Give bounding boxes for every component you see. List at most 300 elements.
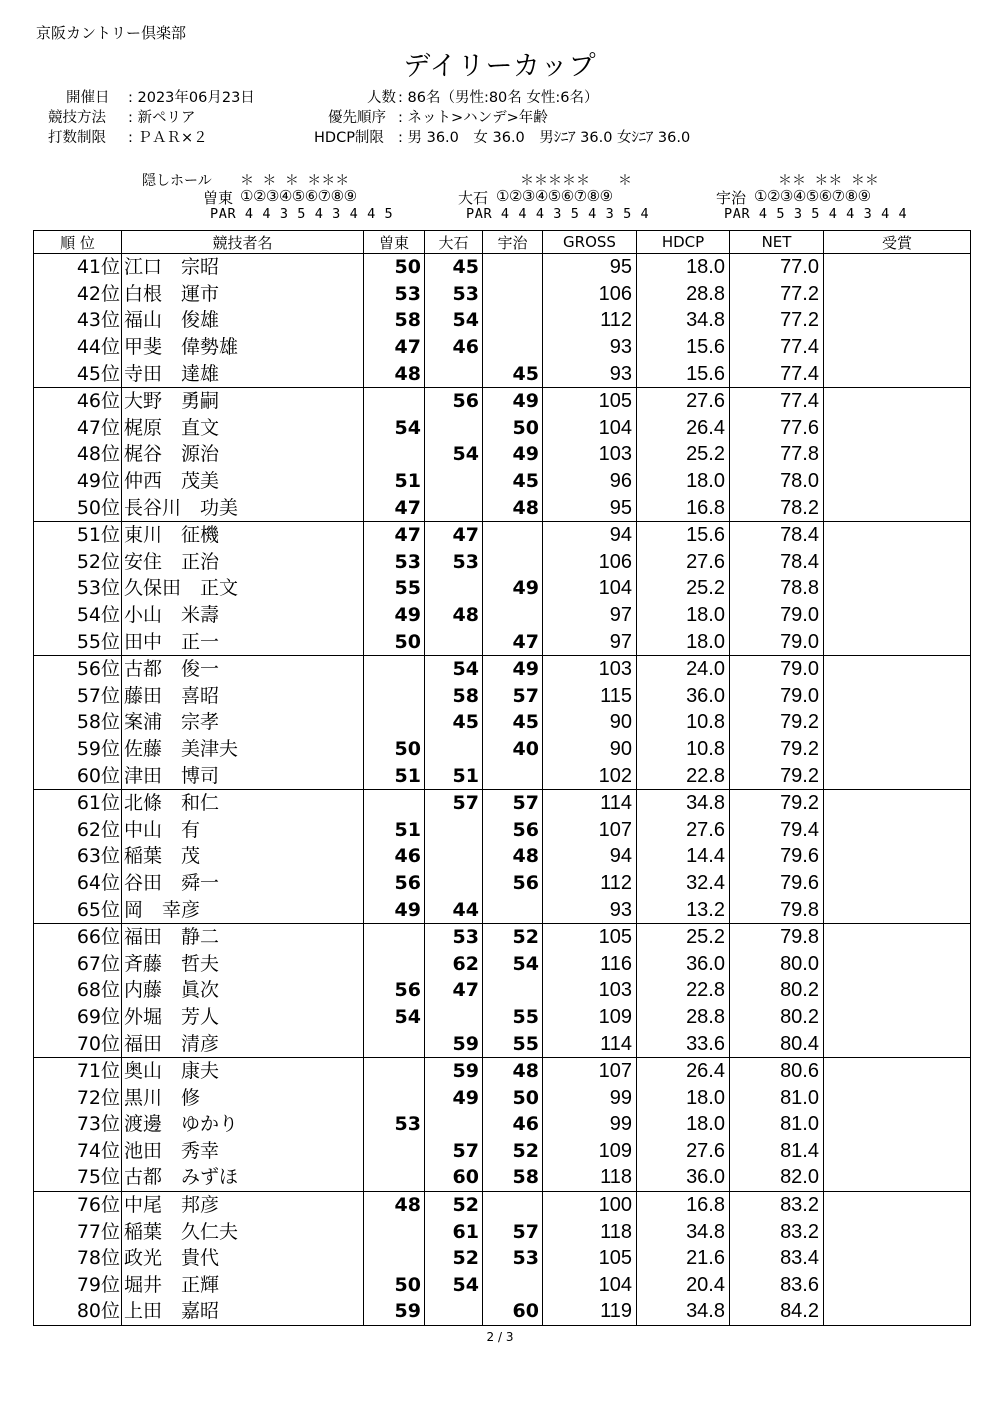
net-cell: 80.4 — [730, 1030, 824, 1057]
sotou-score-cell: 48 — [364, 1191, 425, 1218]
table-row — [34, 1298, 971, 1325]
hdcp-cell: 28.8 — [637, 281, 730, 308]
player-name-cell: 江口 宗昭 — [122, 254, 364, 281]
gross-cell: 112 — [543, 870, 637, 897]
table-row — [34, 360, 971, 387]
sotou-score-cell — [364, 1218, 425, 1245]
net-cell: 79.6 — [730, 843, 824, 870]
course-holes-sotou: ①②③④⑤⑥⑦⑧⑨ — [240, 187, 357, 205]
player-name-cell: 斉藤 哲夫 — [122, 950, 364, 977]
player-name-cell: 梶谷 源治 — [122, 441, 364, 468]
award-cell — [824, 1030, 971, 1057]
gross-cell: 95 — [543, 254, 637, 281]
player-name-cell: 政光 貴代 — [122, 1245, 364, 1272]
hdcp-cell: 20.4 — [637, 1272, 730, 1299]
hidden-stars-sotou: ＊ ＊ ＊ ＊＊＊ — [240, 173, 350, 189]
uji-score-cell: 57 — [483, 789, 543, 816]
table-row — [34, 977, 971, 1004]
gross-cell: 104 — [543, 575, 637, 602]
player-name-cell: 岡 幸彦 — [122, 896, 364, 923]
uji-score-cell: 55 — [483, 1004, 543, 1031]
net-cell: 78.4 — [730, 549, 824, 576]
sotou-score-cell — [364, 1164, 425, 1191]
header-oishi: 大石 — [425, 231, 483, 254]
table-row — [34, 549, 971, 576]
player-name-cell: 甲斐 偉勢雄 — [122, 334, 364, 361]
rank-cell: 49位 — [34, 468, 122, 495]
oishi-score-cell: 52 — [425, 1245, 483, 1272]
award-cell — [824, 1004, 971, 1031]
player-name-cell: 案浦 宗孝 — [122, 709, 364, 736]
award-cell — [824, 683, 971, 710]
oishi-score-cell — [425, 816, 483, 843]
uji-score-cell: 56 — [483, 816, 543, 843]
date-label: 開催日 — [66, 90, 110, 106]
gross-cell: 103 — [543, 655, 637, 682]
oishi-score-cell: 61 — [425, 1218, 483, 1245]
method-value: : 新ペリア — [128, 110, 196, 126]
oishi-score-cell — [425, 843, 483, 870]
oishi-score-cell: 58 — [425, 683, 483, 710]
net-cell: 79.4 — [730, 816, 824, 843]
oishi-score-cell: 53 — [425, 549, 483, 576]
hdcp-cell: 15.6 — [637, 334, 730, 361]
oishi-score-cell: 45 — [425, 709, 483, 736]
uji-score-cell: 48 — [483, 1057, 543, 1084]
course-name-uji: 宇治 — [716, 189, 747, 207]
table-row — [34, 415, 971, 442]
net-cell: 79.0 — [730, 628, 824, 655]
uji-score-cell: 50 — [483, 415, 543, 442]
table-row — [34, 816, 971, 843]
hdcp-cell: 18.0 — [637, 1084, 730, 1111]
table-row — [34, 602, 971, 629]
sotou-score-cell — [364, 655, 425, 682]
net-cell: 84.2 — [730, 1298, 824, 1325]
oishi-score-cell — [425, 415, 483, 442]
player-name-cell: 渡邊 ゆかり — [122, 1111, 364, 1138]
award-cell — [824, 977, 971, 1004]
hdcp-cell: 27.6 — [637, 1138, 730, 1165]
hdcp-cell: 14.4 — [637, 843, 730, 870]
rank-cell: 53位 — [34, 575, 122, 602]
table-row — [34, 1111, 971, 1138]
net-cell: 81.4 — [730, 1138, 824, 1165]
rank-cell: 48位 — [34, 441, 122, 468]
sotou-score-cell: 53 — [364, 1111, 425, 1138]
player-name-cell: 安住 正治 — [122, 549, 364, 576]
oishi-score-cell: 59 — [425, 1030, 483, 1057]
sotou-score-cell — [364, 1245, 425, 1272]
gross-cell: 104 — [543, 1272, 637, 1299]
gross-cell: 90 — [543, 709, 637, 736]
award-cell — [824, 441, 971, 468]
sotou-score-cell: 46 — [364, 843, 425, 870]
gross-cell: 97 — [543, 602, 637, 629]
oishi-score-cell: 46 — [425, 334, 483, 361]
oishi-score-cell: 57 — [425, 789, 483, 816]
sotou-score-cell: 50 — [364, 628, 425, 655]
net-cell: 77.6 — [730, 415, 824, 442]
player-name-cell: 福田 静二 — [122, 923, 364, 950]
table-row — [34, 950, 971, 977]
award-cell — [824, 1138, 971, 1165]
header-sotou: 曽東 — [364, 231, 425, 254]
rank-cell: 61位 — [34, 789, 122, 816]
uji-score-cell: 49 — [483, 441, 543, 468]
table-row — [34, 1191, 971, 1218]
gross-cell: 99 — [543, 1084, 637, 1111]
table-row — [34, 307, 971, 334]
uji-score-cell — [483, 307, 543, 334]
award-cell — [824, 816, 971, 843]
award-cell — [824, 762, 971, 789]
player-name-cell: 津田 博司 — [122, 762, 364, 789]
rank-cell: 44位 — [34, 334, 122, 361]
player-name-cell: 奥山 康夫 — [122, 1057, 364, 1084]
rank-cell: 63位 — [34, 843, 122, 870]
uji-score-cell: 50 — [483, 1084, 543, 1111]
sotou-score-cell: 47 — [364, 521, 425, 548]
rank-cell: 45位 — [34, 360, 122, 387]
oishi-score-cell: 53 — [425, 281, 483, 308]
limit-label: 打数制限 — [48, 130, 106, 146]
player-name-cell: 内藤 眞次 — [122, 977, 364, 1004]
course-par-sotou: PAR 4 4 3 5 4 3 4 4 5 — [210, 206, 394, 222]
net-cell: 79.2 — [730, 789, 824, 816]
uji-score-cell: 57 — [483, 1218, 543, 1245]
net-cell: 77.4 — [730, 360, 824, 387]
sotou-score-cell: 53 — [364, 549, 425, 576]
hdcp-cell: 27.6 — [637, 387, 730, 414]
oishi-score-cell — [425, 575, 483, 602]
sotou-score-cell: 54 — [364, 415, 425, 442]
sotou-score-cell: 59 — [364, 1298, 425, 1325]
sotou-score-cell: 51 — [364, 762, 425, 789]
table-row — [34, 494, 971, 521]
oishi-score-cell: 49 — [425, 1084, 483, 1111]
table-row — [34, 1138, 971, 1165]
player-name-cell: 古都 俊一 — [122, 655, 364, 682]
gross-cell: 109 — [543, 1004, 637, 1031]
player-name-cell: 上田 嘉昭 — [122, 1298, 364, 1325]
uji-score-cell: 49 — [483, 655, 543, 682]
uji-score-cell — [483, 281, 543, 308]
uji-score-cell: 48 — [483, 494, 543, 521]
rank-cell: 69位 — [34, 1004, 122, 1031]
table-row — [34, 789, 971, 816]
gross-cell: 107 — [543, 1057, 637, 1084]
net-cell: 77.8 — [730, 441, 824, 468]
table-row — [34, 762, 971, 789]
sotou-score-cell: 50 — [364, 736, 425, 763]
uji-score-cell — [483, 521, 543, 548]
sotou-score-cell: 55 — [364, 575, 425, 602]
rank-cell: 50位 — [34, 494, 122, 521]
gross-cell: 114 — [543, 789, 637, 816]
table-row — [34, 655, 971, 682]
player-name-cell: 福田 清彦 — [122, 1030, 364, 1057]
table-row — [34, 843, 971, 870]
table-row — [34, 1057, 971, 1084]
sotou-score-cell — [364, 387, 425, 414]
hdcp-cell: 28.8 — [637, 1004, 730, 1031]
award-cell — [824, 1218, 971, 1245]
award-cell — [824, 896, 971, 923]
hdcp-cell: 18.0 — [637, 1111, 730, 1138]
uji-score-cell: 55 — [483, 1030, 543, 1057]
net-cell: 77.0 — [730, 254, 824, 281]
sotou-score-cell — [364, 1030, 425, 1057]
oishi-score-cell: 47 — [425, 521, 483, 548]
rank-cell: 62位 — [34, 816, 122, 843]
hdcp-cell: 25.2 — [637, 441, 730, 468]
uji-score-cell: 45 — [483, 709, 543, 736]
player-name-cell: 大野 勇嗣 — [122, 387, 364, 414]
net-cell: 79.6 — [730, 870, 824, 897]
gross-cell: 109 — [543, 1138, 637, 1165]
rank-cell: 56位 — [34, 655, 122, 682]
hdcp-cell: 26.4 — [637, 415, 730, 442]
uji-score-cell — [483, 762, 543, 789]
gross-cell: 105 — [543, 387, 637, 414]
course-name-oishi: 大石 — [458, 189, 489, 207]
table-header-row — [34, 231, 971, 254]
header-uji: 宇治 — [483, 231, 543, 254]
table-row — [34, 736, 971, 763]
gross-cell: 106 — [543, 549, 637, 576]
uji-score-cell — [483, 896, 543, 923]
uji-score-cell: 49 — [483, 575, 543, 602]
table-row — [34, 281, 971, 308]
player-name-cell: 堀井 正輝 — [122, 1272, 364, 1299]
player-name-cell: 佐藤 美津夫 — [122, 736, 364, 763]
oishi-score-cell: 54 — [425, 1272, 483, 1299]
hdcp-cell: 18.0 — [637, 602, 730, 629]
player-name-cell: 田中 正一 — [122, 628, 364, 655]
count-value: : 86名（男性:80名 女性:6名） — [398, 90, 599, 106]
sotou-score-cell: 49 — [364, 896, 425, 923]
gross-cell: 103 — [543, 441, 637, 468]
sotou-score-cell: 48 — [364, 360, 425, 387]
hdcp-cell: 27.6 — [637, 816, 730, 843]
rank-cell: 70位 — [34, 1030, 122, 1057]
sotou-score-cell — [364, 709, 425, 736]
sotou-score-cell — [364, 1057, 425, 1084]
gross-cell: 95 — [543, 494, 637, 521]
table-row — [34, 1164, 971, 1191]
award-cell — [824, 870, 971, 897]
gross-cell: 93 — [543, 360, 637, 387]
table-row — [34, 1084, 971, 1111]
table-row — [34, 468, 971, 495]
award-cell — [824, 950, 971, 977]
award-cell — [824, 736, 971, 763]
rank-cell: 64位 — [34, 870, 122, 897]
hdcp-cell: 36.0 — [637, 950, 730, 977]
gross-cell: 93 — [543, 334, 637, 361]
net-cell: 78.8 — [730, 575, 824, 602]
rank-cell: 60位 — [34, 762, 122, 789]
award-cell — [824, 1298, 971, 1325]
uji-score-cell: 47 — [483, 628, 543, 655]
date-value: : 2023年06月23日 — [128, 90, 255, 106]
player-name-cell: 長谷川 功美 — [122, 494, 364, 521]
award-cell — [824, 628, 971, 655]
table-row — [34, 575, 971, 602]
net-cell: 78.2 — [730, 494, 824, 521]
sotou-score-cell — [364, 950, 425, 977]
gross-cell: 107 — [543, 816, 637, 843]
gross-cell: 105 — [543, 1245, 637, 1272]
net-cell: 83.2 — [730, 1218, 824, 1245]
net-cell: 77.4 — [730, 387, 824, 414]
uji-score-cell: 52 — [483, 1138, 543, 1165]
hdcp-cell: 34.8 — [637, 307, 730, 334]
uji-score-cell: 49 — [483, 387, 543, 414]
gross-cell: 96 — [543, 468, 637, 495]
course-par-oishi: PAR 4 4 4 3 5 4 3 5 4 — [466, 206, 650, 222]
rank-cell: 43位 — [34, 307, 122, 334]
gross-cell: 90 — [543, 736, 637, 763]
uji-score-cell: 45 — [483, 468, 543, 495]
table-row — [34, 1218, 971, 1245]
hdcp-limit-value: : 男 36.0 女 36.0 男ｼﾆｱ 36.0 女ｼﾆｱ 36.0 — [398, 130, 691, 146]
hdcp-cell: 34.8 — [637, 1218, 730, 1245]
gross-cell: 118 — [543, 1218, 637, 1245]
hdcp-cell: 33.6 — [637, 1030, 730, 1057]
sotou-score-cell — [364, 923, 425, 950]
net-cell: 83.2 — [730, 1191, 824, 1218]
award-cell — [824, 415, 971, 442]
gross-cell: 118 — [543, 1164, 637, 1191]
table-row — [34, 1004, 971, 1031]
award-cell — [824, 1057, 971, 1084]
oishi-score-cell: 47 — [425, 977, 483, 1004]
hdcp-cell: 16.8 — [637, 1191, 730, 1218]
oishi-score-cell: 54 — [425, 441, 483, 468]
table-row — [34, 896, 971, 923]
oishi-score-cell: 56 — [425, 387, 483, 414]
award-cell — [824, 307, 971, 334]
sotou-score-cell: 53 — [364, 281, 425, 308]
rank-cell: 79位 — [34, 1272, 122, 1299]
rank-cell: 74位 — [34, 1138, 122, 1165]
oishi-score-cell: 59 — [425, 1057, 483, 1084]
uji-score-cell — [483, 977, 543, 1004]
rank-cell: 76位 — [34, 1191, 122, 1218]
oishi-score-cell: 48 — [425, 602, 483, 629]
hdcp-cell: 25.2 — [637, 575, 730, 602]
hdcp-cell: 36.0 — [637, 1164, 730, 1191]
rank-cell: 58位 — [34, 709, 122, 736]
player-name-cell: 黒川 修 — [122, 1084, 364, 1111]
uji-score-cell: 57 — [483, 683, 543, 710]
oishi-score-cell: 45 — [425, 254, 483, 281]
net-cell: 81.0 — [730, 1084, 824, 1111]
net-cell: 78.4 — [730, 521, 824, 548]
oishi-score-cell: 54 — [425, 307, 483, 334]
hdcp-limit-label: HDCP制限 — [314, 130, 384, 146]
oishi-score-cell: 51 — [425, 762, 483, 789]
oishi-score-cell: 53 — [425, 923, 483, 950]
gross-cell: 100 — [543, 1191, 637, 1218]
rank-cell: 68位 — [34, 977, 122, 1004]
rank-cell: 59位 — [34, 736, 122, 763]
net-cell: 82.0 — [730, 1164, 824, 1191]
gross-cell: 116 — [543, 950, 637, 977]
limit-value: : ＰＡＲ×２ — [128, 130, 208, 146]
oishi-score-cell — [425, 870, 483, 897]
award-cell — [824, 923, 971, 950]
table-row — [34, 1272, 971, 1299]
hdcp-cell: 22.8 — [637, 977, 730, 1004]
uji-score-cell — [483, 334, 543, 361]
table-row — [34, 923, 971, 950]
net-cell: 79.0 — [730, 602, 824, 629]
hdcp-cell: 24.0 — [637, 655, 730, 682]
header-hdcp: HDCP — [637, 231, 730, 254]
table-row — [34, 870, 971, 897]
oishi-score-cell — [425, 628, 483, 655]
uji-score-cell: 48 — [483, 843, 543, 870]
player-name-cell: 白根 運市 — [122, 281, 364, 308]
sotou-score-cell: 51 — [364, 468, 425, 495]
rank-cell: 73位 — [34, 1111, 122, 1138]
rank-cell: 55位 — [34, 628, 122, 655]
sotou-score-cell: 54 — [364, 1004, 425, 1031]
sotou-score-cell — [364, 789, 425, 816]
rank-cell: 52位 — [34, 549, 122, 576]
hdcp-cell: 13.2 — [637, 896, 730, 923]
player-name-cell: 稲葉 久仁夫 — [122, 1218, 364, 1245]
net-cell: 77.2 — [730, 307, 824, 334]
award-cell — [824, 521, 971, 548]
rank-cell: 65位 — [34, 896, 122, 923]
gross-cell: 104 — [543, 415, 637, 442]
net-cell: 79.0 — [730, 683, 824, 710]
gross-cell: 105 — [543, 923, 637, 950]
gross-cell: 94 — [543, 843, 637, 870]
header-rank: 順 位 — [34, 231, 122, 254]
award-cell — [824, 387, 971, 414]
hdcp-cell: 25.2 — [637, 923, 730, 950]
hdcp-cell: 15.6 — [637, 521, 730, 548]
results-table — [33, 230, 971, 1326]
player-name-cell: 仲西 茂美 — [122, 468, 364, 495]
gross-cell: 102 — [543, 762, 637, 789]
page-title: デイリーカップ — [403, 51, 597, 82]
award-cell — [824, 1111, 971, 1138]
award-cell — [824, 1164, 971, 1191]
table-row — [34, 628, 971, 655]
hdcp-cell: 10.8 — [637, 736, 730, 763]
uji-score-cell — [483, 549, 543, 576]
oishi-score-cell — [425, 360, 483, 387]
player-name-cell: 梶原 直文 — [122, 415, 364, 442]
gross-cell: 99 — [543, 1111, 637, 1138]
net-cell: 80.2 — [730, 977, 824, 1004]
rank-cell: 71位 — [34, 1057, 122, 1084]
oishi-score-cell: 52 — [425, 1191, 483, 1218]
rank-cell: 51位 — [34, 521, 122, 548]
course-holes-oishi: ①②③④⑤⑥⑦⑧⑨ — [496, 187, 613, 205]
sotou-score-cell: 58 — [364, 307, 425, 334]
rank-cell: 54位 — [34, 602, 122, 629]
uji-score-cell — [483, 602, 543, 629]
player-name-cell: 東川 征機 — [122, 521, 364, 548]
player-name-cell: 古都 みずほ — [122, 1164, 364, 1191]
